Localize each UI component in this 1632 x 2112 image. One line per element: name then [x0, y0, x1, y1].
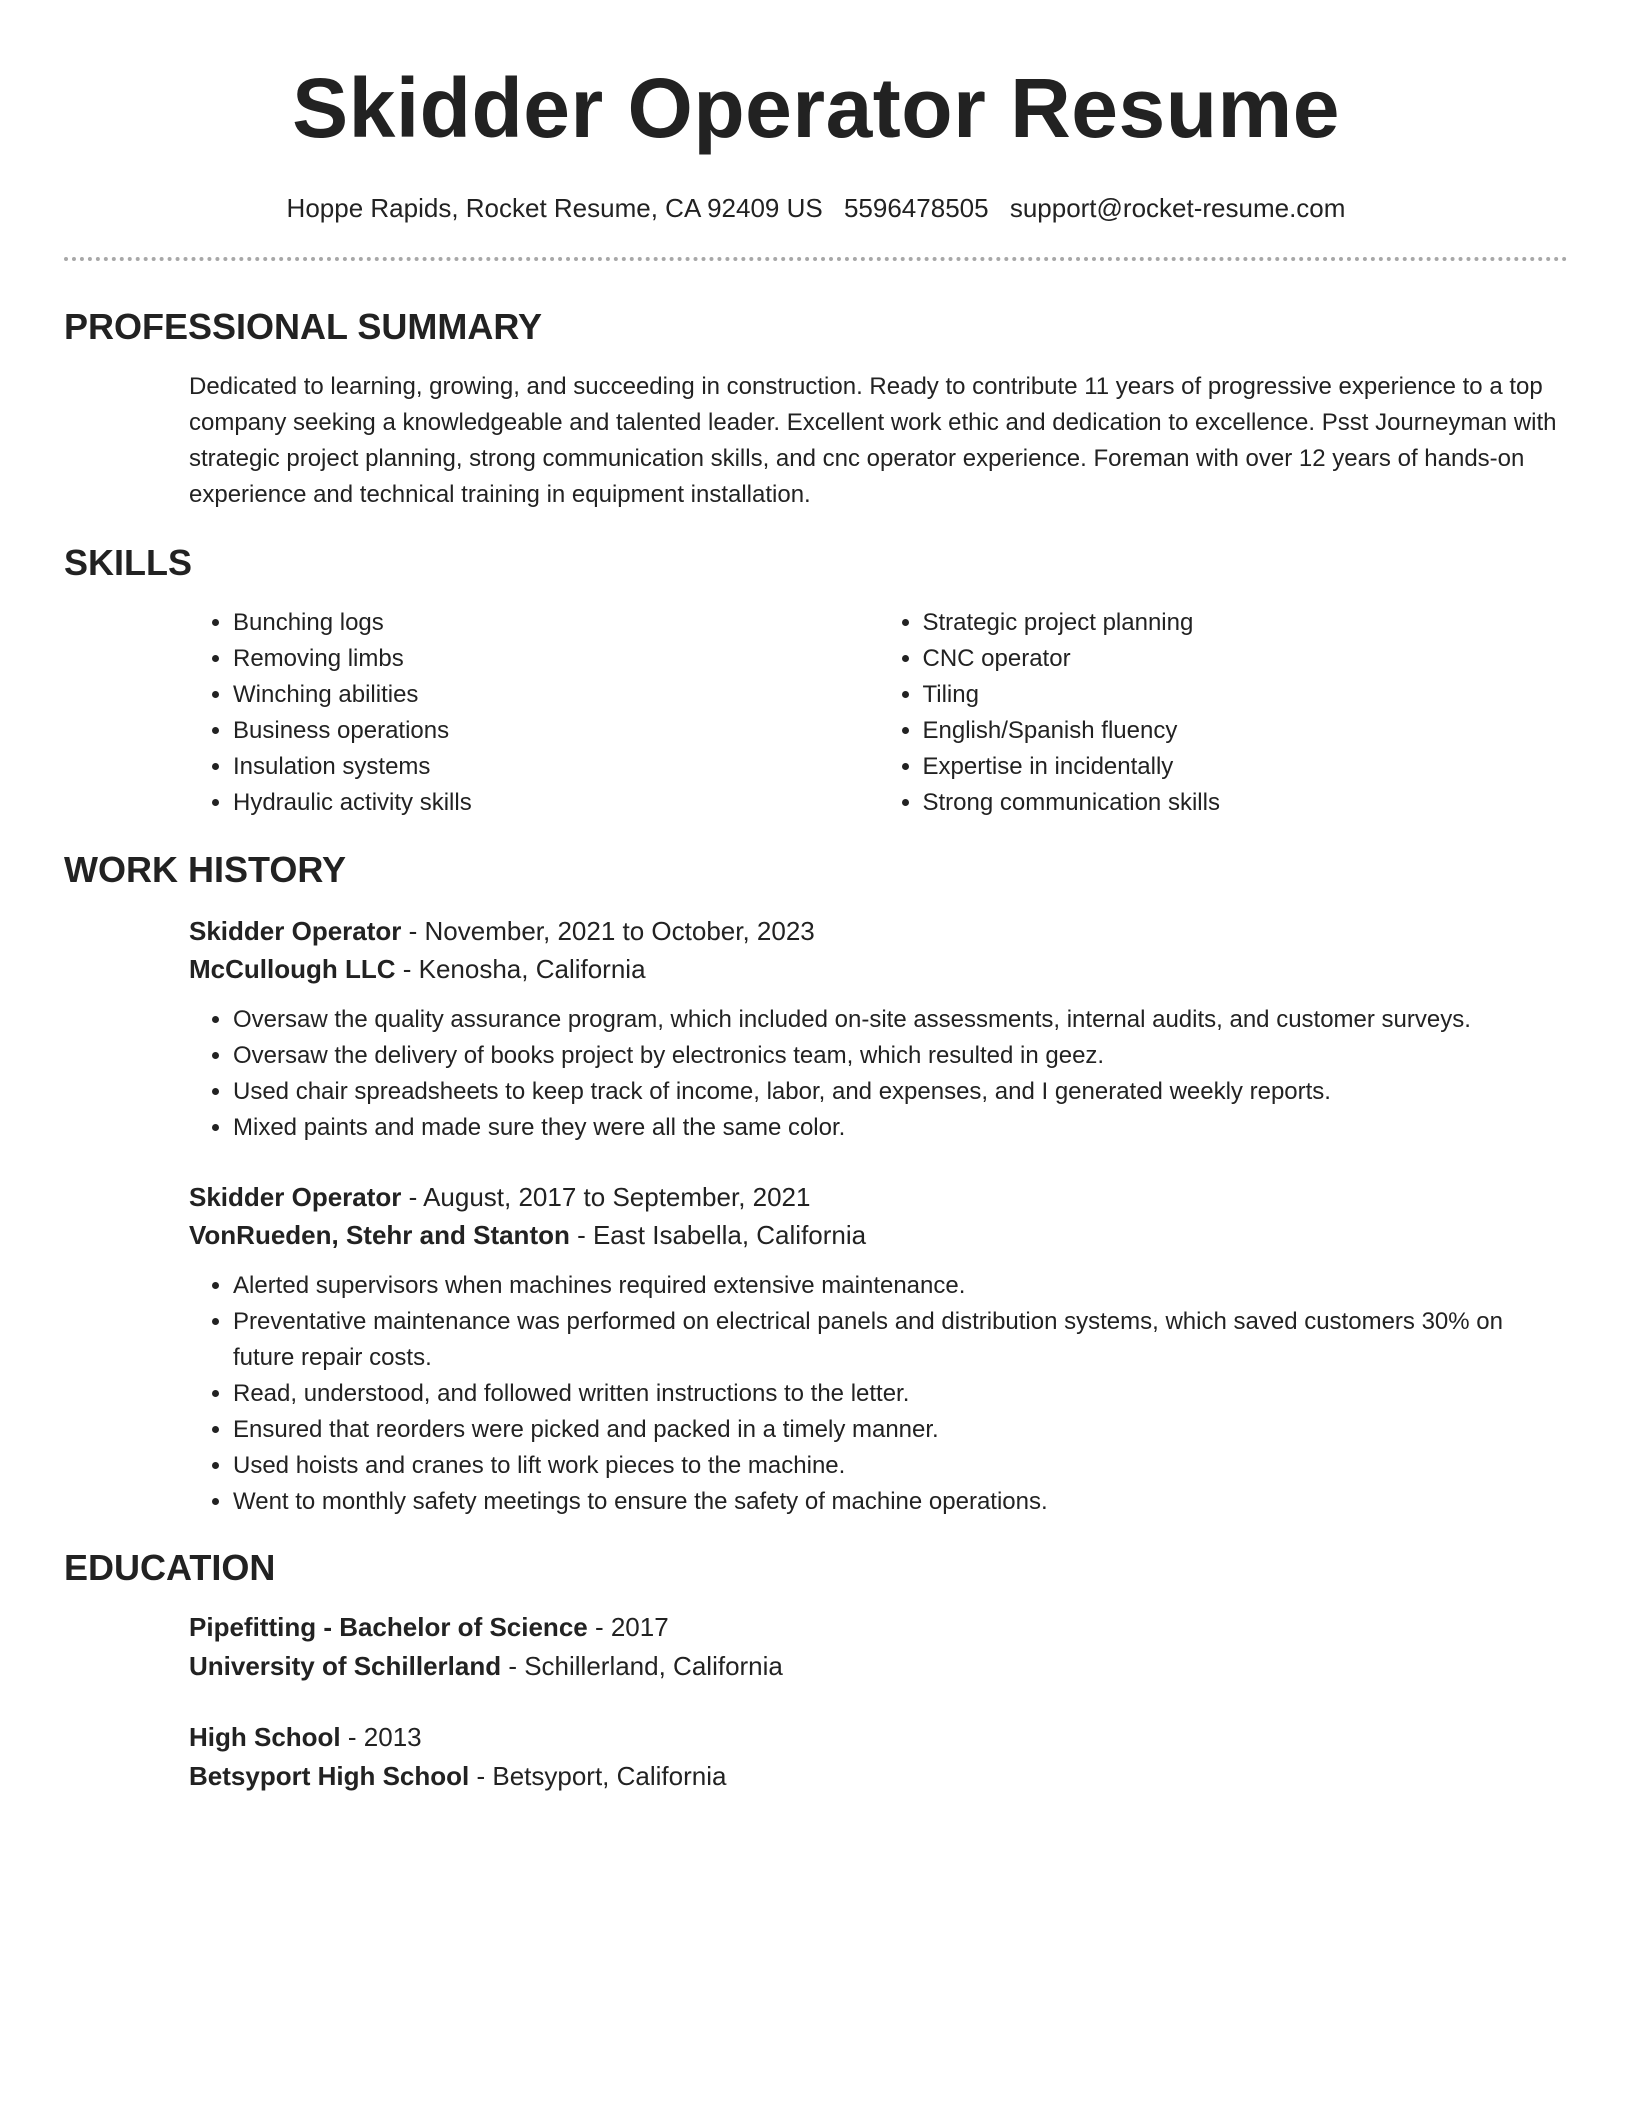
job-bullet: • Used chair spreadsheets to keep track of income, labor, and expenses, and I generated weekly reports.	[233, 1074, 1568, 1110]
job-entry	[189, 912, 1568, 1146]
job-location: - East Isabella, California	[569, 1220, 867, 1250]
education-school-line	[189, 1647, 1568, 1686]
skills-column-left	[189, 605, 879, 821]
education-year: - 2017	[587, 1612, 669, 1642]
job-title: Skidder Operator	[189, 916, 402, 946]
education-school-line	[189, 1757, 1568, 1796]
job-entry	[189, 1178, 1568, 1520]
skills-column-right	[879, 605, 1569, 821]
contact-email: support@rocket-resume.com	[1009, 193, 1346, 223]
job-company-line	[189, 1216, 1568, 1254]
job-dates: - November, 2021 to October, 2023	[401, 916, 815, 946]
skill-item: • CNC operator	[923, 641, 1569, 677]
skill-item: • Removing limbs	[233, 641, 879, 677]
education-location: - Schillerland, California	[501, 1651, 783, 1681]
job-title: Skidder Operator	[189, 1182, 402, 1212]
job-bullet: • Oversaw the quality assurance program, which included on-site assessments, internal audits, and customer surveys.	[233, 1002, 1568, 1038]
job-bullet: • Used hoists and cranes to lift work pieces to the machine.	[233, 1448, 1568, 1484]
job-bullets	[64, 1002, 1568, 1146]
job-company: VonRueden, Stehr and Stanton	[189, 1220, 570, 1250]
education-entry	[189, 1718, 1568, 1796]
job-bullet: • Oversaw the delivery of books project by electronics team, which resulted in geez.	[233, 1038, 1568, 1074]
job-location: - Kenosha, California	[395, 954, 646, 984]
job-bullet: • Preventative maintenance was performed on electrical panels and distribution systems, which saved customers 30% on future repair costs.	[233, 1304, 1568, 1376]
job-company: McCullough LLC	[189, 954, 396, 984]
education-degree: Pipefitting - Bachelor of Science	[189, 1612, 588, 1642]
job-company-line	[189, 950, 1568, 988]
education-degree: High School	[189, 1722, 341, 1752]
skill-item: • Tiling	[923, 677, 1569, 713]
resume-title: Skidder Operator Resume	[292, 61, 1340, 155]
job-bullets	[64, 1268, 1568, 1520]
summary-text: Dedicated to learning, growing, and succeeding in construction. Ready to contribute 11 years of progressive experience to a top company seeking a knowledgeable and talented leader. Excellent work ethic and dedication to excellence. Psst Journeyman with strategic project planning, strong communication skills, and cnc operator experience. Foreman with over 12 years of hands-on experience and technical training in equipment installation.	[189, 373, 1557, 508]
contact-address: Hoppe Rapids, Rocket Resume, CA 92409 US	[286, 193, 823, 223]
job-dates: - August, 2017 to September, 2021	[401, 1182, 811, 1212]
skills-list	[189, 605, 1568, 821]
work-history-heading: WORK HISTORY	[64, 849, 347, 890]
job-bullet: • Read, understood, and followed written instructions to the letter.	[233, 1376, 1568, 1412]
job-bullet: • Went to monthly safety meetings to ensure the safety of machine operations.	[233, 1484, 1568, 1520]
contact-phone: 5596478505	[843, 193, 989, 223]
skill-item: • English/Spanish fluency	[923, 713, 1569, 749]
education-location: - Betsyport, California	[469, 1761, 727, 1791]
contact-line	[64, 192, 1568, 224]
job-bullet: • Ensured that reorders were picked and packed in a timely manner.	[233, 1412, 1568, 1448]
summary-section	[189, 369, 1568, 513]
skill-item: • Business operations	[233, 713, 879, 749]
education-heading: EDUCATION	[64, 1547, 276, 1588]
skills-heading: SKILLS	[64, 542, 193, 583]
skill-item: • Hydraulic activity skills	[233, 785, 879, 821]
skill-item: • Bunching logs	[233, 605, 879, 641]
skill-item: • Strong communication skills	[923, 785, 1569, 821]
skill-item: • Winching abilities	[233, 677, 879, 713]
education-entry	[189, 1608, 1568, 1686]
education-school: Betsyport High School	[189, 1761, 470, 1791]
skill-item: • Insulation systems	[233, 749, 879, 785]
skill-item: • Expertise in incidentally	[923, 749, 1569, 785]
header-divider	[64, 257, 1568, 261]
skill-item: • Strategic project planning	[923, 605, 1569, 641]
education-year: - 2013	[340, 1722, 422, 1752]
job-bullet: • Mixed paints and made sure they were all the same color.	[233, 1110, 1568, 1146]
job-bullet: • Alerted supervisors when machines required extensive maintenance.	[233, 1268, 1568, 1304]
summary-heading: PROFESSIONAL SUMMARY	[64, 306, 543, 347]
education-degree-line	[189, 1608, 1568, 1647]
education-degree-line	[189, 1718, 1568, 1757]
job-title-line	[189, 1178, 1568, 1216]
education-school: University of Schillerland	[189, 1651, 502, 1681]
job-title-line	[189, 912, 1568, 950]
